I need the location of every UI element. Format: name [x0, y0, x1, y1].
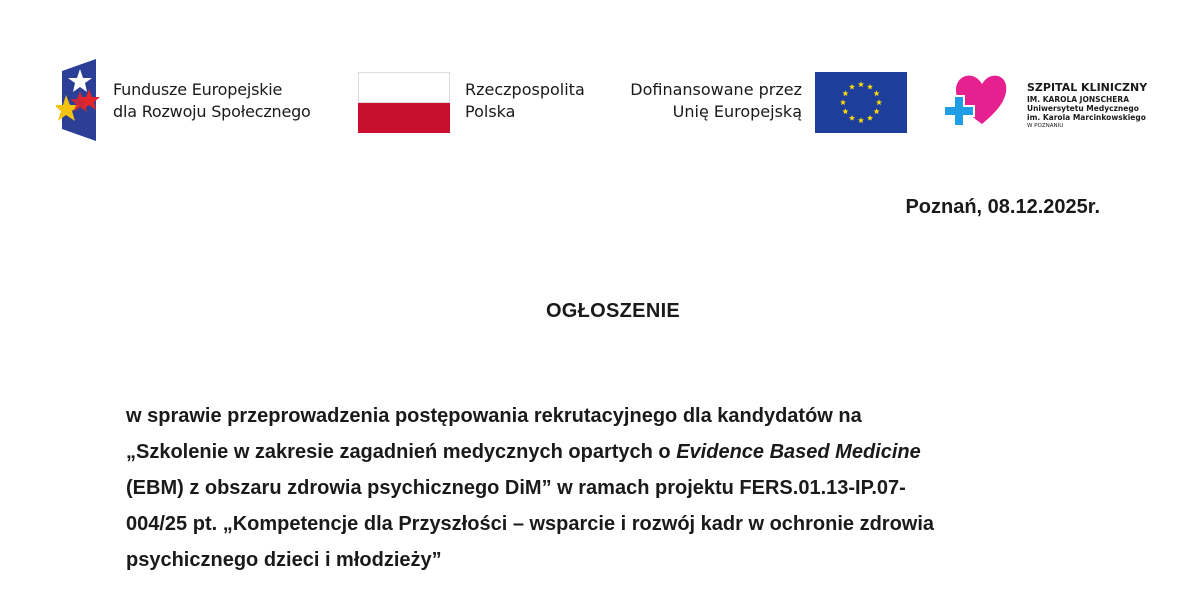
fe-emblem-icon	[56, 59, 100, 141]
logo-strip	[0, 0, 1194, 160]
body-line-3: (EBM) z obszaru zdrowia psychicznego DiM” w ramach projektu FERS.01.13-IP.07-	[126, 477, 906, 499]
body-line-4: 004/25 pt. „Kompetencje dla Przyszłości – wsparcie i rozwój kadr w ochronie zdrowia	[126, 513, 935, 535]
polish-flag-icon	[358, 72, 450, 133]
hospital-sub4: W POZNANIU	[1027, 123, 1064, 129]
hospital-name: SZPITAL KLINICZNY	[1027, 81, 1148, 94]
eu-logo-line2: Unię Europejską	[672, 102, 802, 121]
body-line-2-italic: Evidence Based Medicine	[676, 441, 921, 463]
document-date: Poznań, 08.12.2025r.	[905, 196, 1100, 218]
document-body	[126, 398, 1086, 578]
body-line-2	[126, 434, 1086, 470]
fe-logo-line2: dla Rozwoju Społecznego	[113, 102, 311, 121]
body-line-1: w sprawie przeprowadzenia postępowania rekrutacyjnego dla kandydatów na	[126, 405, 862, 427]
rp-logo-line2: Polska	[465, 102, 516, 121]
hospital-heart-cross-icon	[942, 74, 1008, 132]
rp-logo-line1: Rzeczpospolita	[465, 80, 585, 99]
hospital-logo-text	[1027, 81, 1147, 131]
fe-logo-text	[113, 79, 311, 123]
hospital-sub1: IM. KAROLA JONSCHERA	[1027, 95, 1130, 104]
fe-logo-line1: Fundusze Europejskie	[113, 80, 283, 99]
body-line-2-text: „Szkolenie w zakresie zagadnień medycznych opartych o	[126, 441, 671, 463]
hospital-sub2: Uniwersytetu Medycznego	[1027, 104, 1139, 113]
hospital-sub3: im. Karola Marcinkowskiego	[1027, 113, 1146, 122]
eu-flag-icon	[815, 72, 907, 133]
body-line-5: psychicznego dzieci i młodzieży”	[126, 549, 442, 571]
eu-logo-line1: Dofinansowane przez	[630, 80, 802, 99]
document-heading: OGŁOSZENIE	[545, 300, 681, 322]
eu-logo-text	[612, 79, 802, 123]
rp-logo-text	[465, 79, 585, 123]
